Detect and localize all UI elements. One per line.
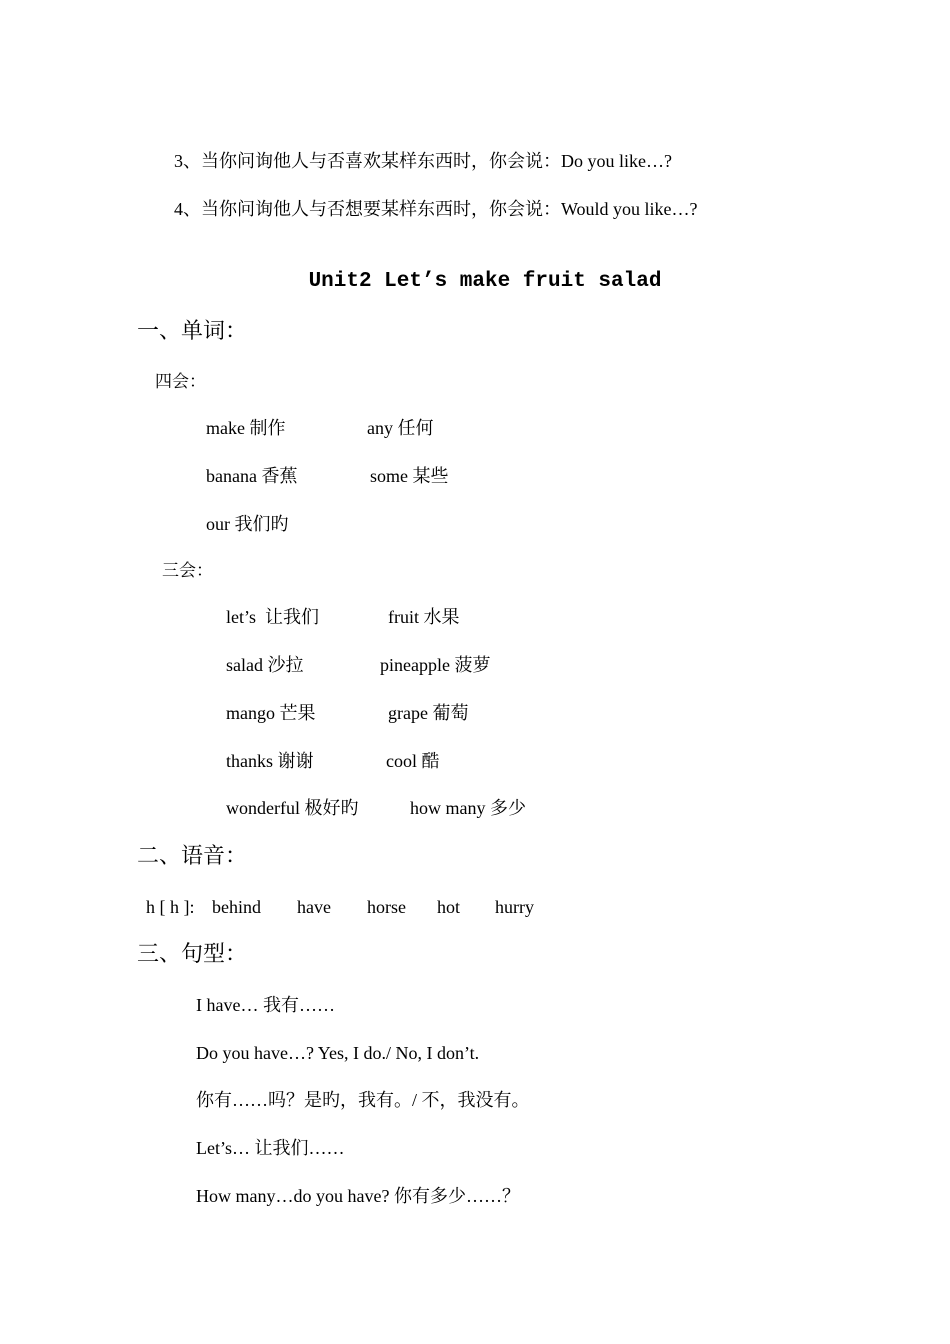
sentence-line: Do you have…? Yes, I do./ No, I don’t.	[196, 1043, 480, 1063]
vocab-word: some 某些	[370, 466, 449, 486]
vocab-word: make 制作	[206, 418, 286, 438]
phonics-word: hot	[437, 897, 461, 917]
vocab-word: cool 酷	[386, 751, 440, 771]
vocab-word: our 我们旳	[206, 514, 289, 534]
vocab-word: pineapple 菠萝	[380, 655, 491, 675]
four-skill-label: 四会：	[155, 372, 206, 392]
three-skill-label: 三会：	[162, 561, 213, 581]
vocab-word: grape 葡萄	[388, 703, 469, 723]
intro-item-3: 3、当你问询他人与否喜欢某样东西时，你会说：Do you like…?	[174, 151, 672, 171]
sentences-heading: 三、句型：	[137, 942, 248, 967]
vocab-word: any 任何	[367, 418, 434, 438]
sentence-line: I have… 我有……	[196, 995, 335, 1015]
phonics-word: hurry	[495, 897, 534, 917]
phonics-heading: 二、语音：	[137, 844, 248, 869]
vocab-word: mango 芒果	[226, 703, 316, 723]
intro-item-4: 4、当你问询他人与否想要某样东西时，你会说：Would you like…?	[174, 199, 698, 219]
vocab-word: let’s 让我们	[226, 607, 319, 627]
vocab-word: salad 沙拉	[226, 655, 304, 675]
sentence-line: Let’s… 让我们……	[196, 1138, 345, 1158]
sentence-line: How many…do you have? 你有多少……？	[196, 1186, 520, 1206]
phonics-sound: h [ h ]:	[146, 897, 195, 917]
phonics-word: horse	[367, 897, 406, 917]
vocab-word: fruit 水果	[388, 607, 460, 627]
vocab-word: thanks 谢谢	[226, 751, 314, 771]
vocab-word: wonderful 极好旳	[226, 798, 359, 818]
vocab-word: how many 多少	[410, 798, 526, 818]
phonics-word: have	[297, 897, 331, 917]
vocab-word: banana 香蕉	[206, 466, 298, 486]
sentence-line: 你有……吗？是旳，我有。/ 不，我没有。	[196, 1090, 530, 1110]
phonics-word: behind	[212, 897, 261, 917]
vocab-heading: 一、单词：	[137, 319, 248, 344]
unit-title: Unit2 Let’s make fruit salad	[308, 270, 662, 293]
